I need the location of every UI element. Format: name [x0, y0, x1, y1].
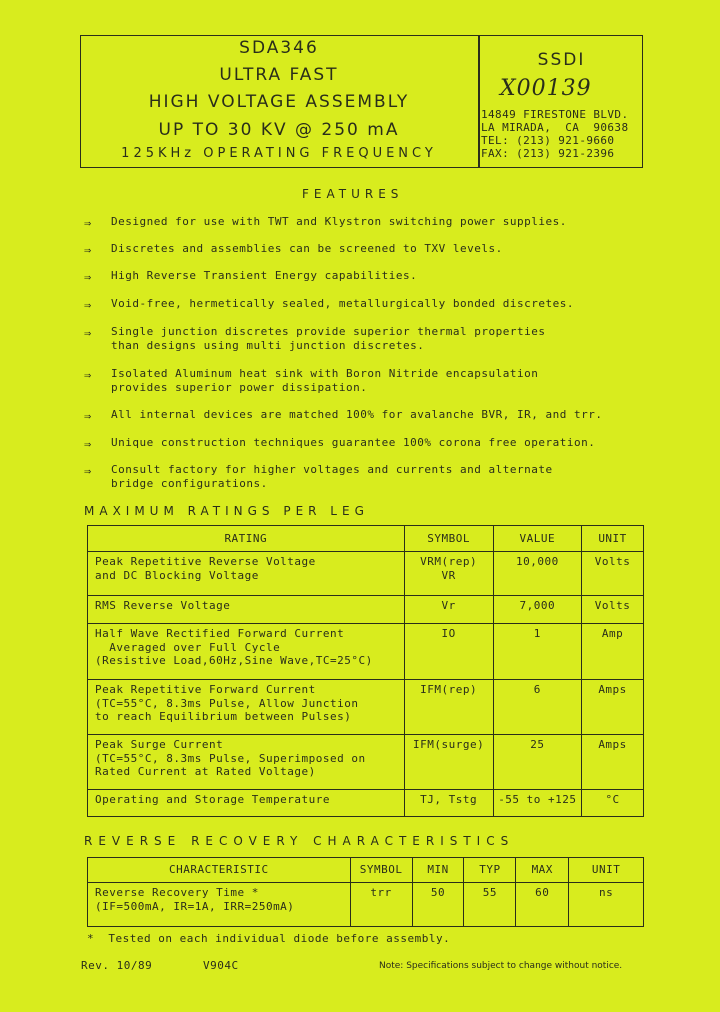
arrow-icon: ⇒ — [84, 270, 92, 284]
rating-cell: Peak Surge Current (TC=55°C, 8.3ms Pulse, Superimposed on Rated Current at Rated Voltage) — [88, 735, 405, 790]
unit-cell: Volts — [582, 552, 644, 596]
arrow-icon: ⇒ — [84, 464, 92, 478]
col-header-unit: UNIT — [569, 858, 644, 883]
col-header-typ: TYP — [464, 858, 516, 883]
arrow-icon: ⇒ — [84, 368, 92, 382]
table-row — [88, 624, 644, 680]
rating-cell: RMS Reverse Voltage — [88, 596, 405, 624]
rating-cell: Half Wave Rectified Forward Current Averaged over Full Cycle (Resistive Load,60Hz,Sine Wave,TC=25°C) — [88, 624, 405, 680]
company-name: SSDI — [537, 50, 586, 70]
part-number: SDA346 — [239, 38, 319, 58]
unit-cell: Volts — [582, 596, 644, 624]
table-row — [88, 596, 644, 624]
arrow-icon: ⇒ — [84, 409, 92, 423]
table-row — [88, 680, 644, 735]
unit-cell: Amps — [582, 680, 644, 735]
arrow-icon: ⇒ — [84, 326, 92, 340]
notice: Note: Specifications subject to change without notice. — [379, 961, 623, 971]
recovery-table — [87, 857, 644, 927]
symbol-cell: TJ, Tstg — [404, 790, 493, 817]
recovery-header-row — [88, 858, 644, 883]
rating-cell: Peak Repetitive Reverse Voltage and DC Blocking Voltage — [88, 552, 405, 596]
address-line-1: 14849 FIRESTONE BLVD. — [481, 108, 629, 121]
doc-code: V904C — [203, 959, 239, 972]
title-line-5: 125KHz OPERATING FREQUENCY — [121, 146, 437, 161]
typ-cell: 55 — [464, 883, 516, 927]
phone: TEL: (213) 921-9660 — [481, 134, 615, 147]
col-header-rating: RATING — [88, 526, 405, 552]
revision: Rev. 10/89 — [81, 959, 153, 972]
table-row — [88, 552, 644, 596]
ratings-header-row — [88, 526, 644, 552]
ratings-table — [87, 525, 644, 817]
col-header-unit: UNIT — [582, 526, 644, 552]
col-header-symbol: SYMBOL — [404, 526, 493, 552]
value-cell: -55 to +125 — [493, 790, 582, 817]
col-header-characteristic: CHARACTERISTIC — [88, 858, 351, 883]
recovery-title: REVERSE RECOVERY CHARACTERISTICS — [84, 834, 515, 848]
table-row — [88, 883, 644, 927]
address-line-2: LA MIRADA, CA 90638 — [481, 121, 629, 134]
value-cell: 25 — [493, 735, 582, 790]
features-title: FEATURES — [302, 187, 404, 201]
title-line-2: ULTRA FAST — [219, 65, 339, 85]
symbol-cell: VRM(rep) VR — [404, 552, 493, 596]
min-cell: 50 — [412, 883, 464, 927]
rating-cell: Peak Repetitive Forward Current (TC=55°C, 8.3ms Pulse, Allow Junction to reach Equilibrium between Pulses) — [88, 680, 405, 735]
col-header-symbol: SYMBOL — [350, 858, 412, 883]
symbol-cell: IFM(surge) — [404, 735, 493, 790]
ratings-title: MAXIMUM RATINGS PER LEG — [84, 504, 369, 518]
max-cell: 60 — [516, 883, 569, 927]
title-line-3: HIGH VOLTAGE ASSEMBLY — [148, 92, 410, 112]
col-header-max: MAX — [516, 858, 569, 883]
symbol-cell: trr — [350, 883, 412, 927]
arrow-icon: ⇒ — [84, 243, 92, 257]
value-cell: 1 — [493, 624, 582, 680]
arrow-icon: ⇒ — [84, 298, 92, 312]
title-line-4: UP TO 30 KV @ 250 mA — [158, 120, 400, 140]
symbol-cell: IO — [404, 624, 493, 680]
unit-cell: Amps — [582, 735, 644, 790]
characteristic-cell: Reverse Recovery Time * (IF=500mA, IR=1A, IRR=250mA) — [88, 883, 351, 927]
rating-cell: Operating and Storage Temperature — [88, 790, 405, 817]
handwritten-code: X00139 — [500, 76, 592, 101]
unit-cell: ns — [569, 883, 644, 927]
fax: FAX: (213) 921-2396 — [481, 147, 615, 160]
footnote: * Tested on each individual diode before assembly. — [87, 932, 451, 945]
symbol-cell: Vr — [404, 596, 493, 624]
unit-cell: °C — [582, 790, 644, 817]
value-cell: 7,000 — [493, 596, 582, 624]
col-header-min: MIN — [412, 858, 464, 883]
unit-cell: Amp — [582, 624, 644, 680]
symbol-cell: IFM(rep) — [404, 680, 493, 735]
arrow-icon: ⇒ — [84, 437, 92, 451]
value-cell: 6 — [493, 680, 582, 735]
table-row — [88, 790, 644, 817]
arrow-icon: ⇒ — [84, 216, 92, 230]
table-row — [88, 735, 644, 790]
value-cell: 10,000 — [493, 552, 582, 596]
col-header-value: VALUE — [493, 526, 582, 552]
